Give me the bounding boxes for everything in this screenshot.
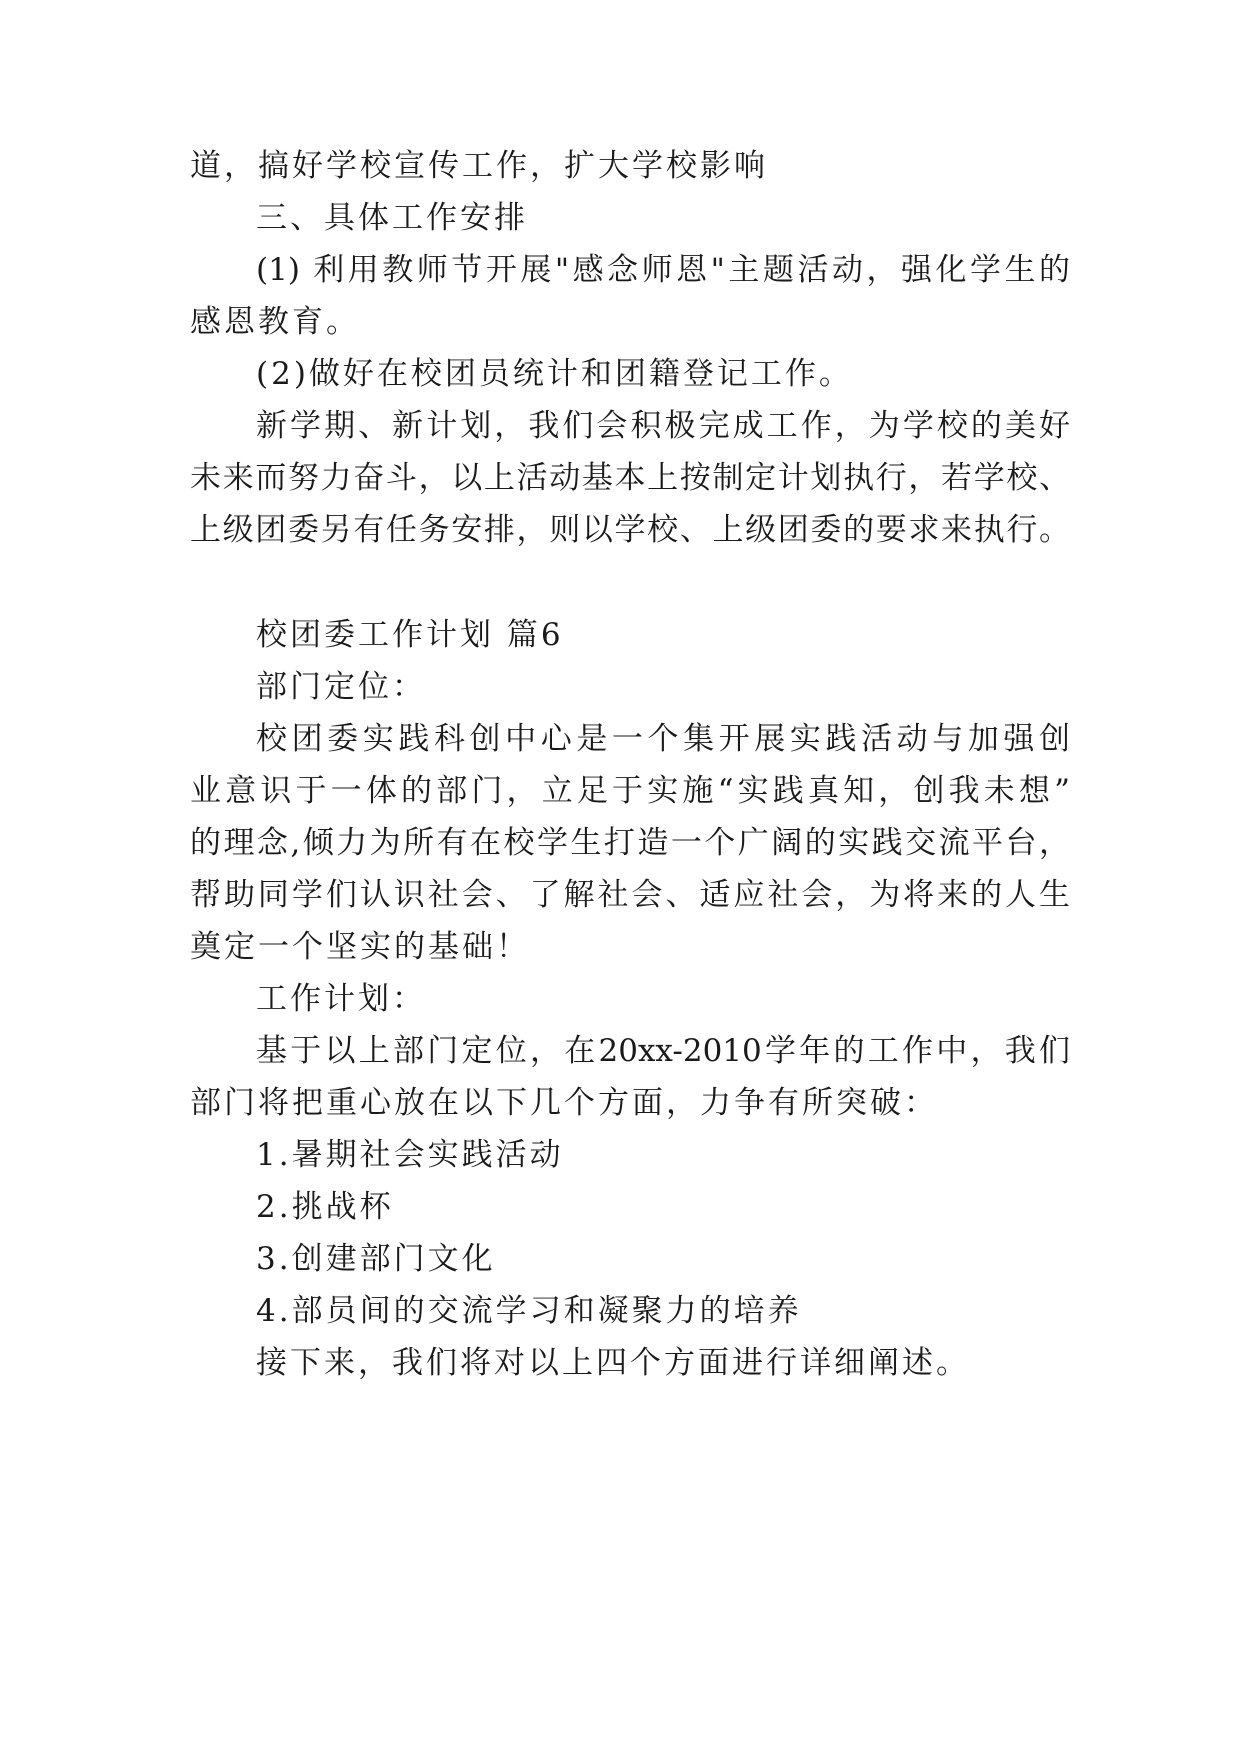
positioning-paragraph-line-3: 的理念,倾力为所有在校学生打造一个广阔的实践交流平台， — [190, 825, 1070, 861]
positioning-paragraph-line-1: 校团委实践科创中心是一个集开展实践活动与加强创 — [256, 721, 1070, 757]
section-heading: 三、具体工作安排 — [256, 200, 528, 236]
paragraph-continuation: 道，搞好学校宣传工作，扩大学校影响 — [190, 148, 768, 184]
positioning-paragraph-line-2: 业意识于一体的部门，立足于实施“实践真知，创我未想” — [190, 773, 1070, 809]
plan-list-item: 4.部员间的交流学习和凝聚力的培养 — [256, 1293, 802, 1329]
positioning-paragraph-line-4: 帮助同学们认识社会、了解社会、适应社会，为将来的人生 — [190, 877, 1070, 913]
plan-label: 工作计划： — [256, 981, 426, 1017]
positioning-paragraph-line-5: 奠定一个坚实的基础！ — [190, 929, 530, 965]
closing-paragraph-line-2: 未来而努力奋斗，以上活动基本上按制定计划执行，若学校、 — [190, 460, 1070, 496]
list-item-1-line-1: (1) 利用教师节开展"感念师恩"主题活动，强化学生的 — [256, 252, 1070, 288]
closing-paragraph-line-3: 上级团委另有任务安排，则以学校、上级团委的要求来执行。 — [190, 512, 1070, 548]
list-item-2: (2)做好在校团员统计和团籍登记工作。 — [256, 356, 853, 392]
plan-list-item: 3.创建部门文化 — [256, 1241, 496, 1277]
plan-list-item: 1.暑期社会实践活动 — [256, 1137, 564, 1173]
section-title: 校团委工作计划 篇6 — [256, 617, 564, 653]
plan-list-item: 2.挑战杯 — [256, 1189, 394, 1225]
conclusion-line: 接下来，我们将对以上四个方面进行详细阐述。 — [256, 1345, 970, 1381]
plan-paragraph-line-2: 部门将把重心放在以下几个方面，力争有所突破： — [190, 1085, 938, 1121]
plan-paragraph-line-1: 基于以上部门定位，在20xx-2010学年的工作中，我们 — [256, 1033, 1070, 1069]
positioning-label: 部门定位： — [256, 669, 426, 705]
closing-paragraph-line-1: 新学期、新计划，我们会积极完成工作，为学校的美好 — [256, 408, 1070, 444]
list-item-1-line-2: 感恩教育。 — [190, 304, 360, 340]
